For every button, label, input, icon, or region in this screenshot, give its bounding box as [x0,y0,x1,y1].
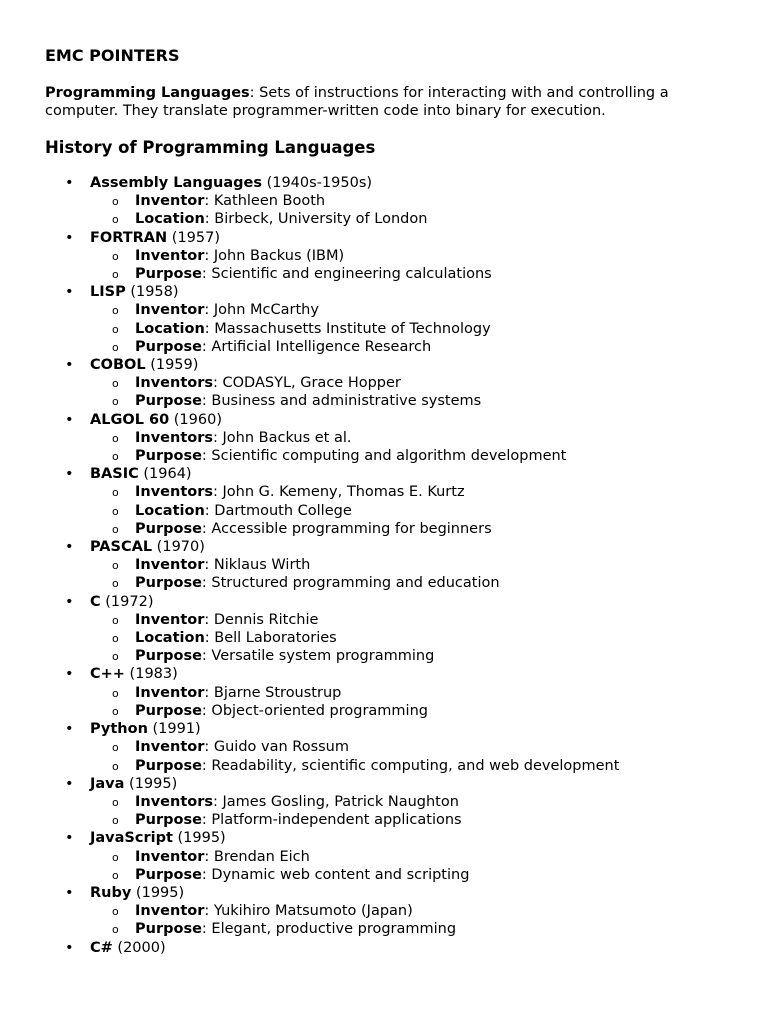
sub-bullet-icon: o [112,486,119,500]
detail-value: : John Backus (IBM) [204,247,345,264]
detail-key: Location [135,320,205,337]
detail-list [90,738,735,774]
sub-bullet-icon: o [112,577,119,591]
detail-item [90,502,735,520]
language-year: (1964) [138,466,192,483]
detail-item [90,210,735,228]
detail-list [90,793,735,829]
language-year: (1983) [124,666,178,683]
detail-value: : CODASYL, Grace Hopper [213,375,401,392]
detail-value: : Scientific computing and algorithm development [201,448,567,465]
detail-value: : Brendan Eich [204,848,310,865]
list-item [45,829,735,884]
detail-key: Location [135,502,205,519]
language-name: BASIC [90,466,139,483]
detail-item [90,574,735,592]
list-item [45,411,735,466]
language-name: LISP [90,284,126,301]
detail-item [90,320,735,338]
list-item [45,720,735,775]
detail-list [90,611,735,666]
document-body [45,46,735,957]
language-name: PASCAL [90,539,153,556]
language-entry [90,465,735,483]
detail-key: Purpose [135,338,202,355]
detail-key: Inventor [135,247,205,264]
detail-value: : Yukihiro Matsumoto (Japan) [204,903,413,920]
detail-key: Purpose [135,921,202,938]
language-entry [90,829,735,847]
bullet-icon: • [65,539,74,556]
bullet-icon: • [65,721,74,738]
detail-item [90,866,735,884]
section-heading: History of Programming Languages [45,138,376,157]
language-year: (1940s-1950s) [261,175,373,191]
sub-bullet-icon: o [112,905,119,919]
sub-bullet-icon: o [112,923,119,937]
detail-item [90,629,735,647]
sub-bullet-icon: o [112,450,119,464]
detail-key: Purpose [135,520,202,537]
language-entry [90,229,735,247]
detail-list [90,848,735,884]
language-entry [90,593,735,611]
detail-value: : Birbeck, University of London [204,211,428,228]
detail-value: : Platform-independent applications [201,812,462,829]
detail-item [90,848,735,866]
sub-bullet-icon: o [112,632,119,646]
sub-bullet-icon: o [112,795,119,809]
language-entry [90,775,735,793]
list-item [45,939,735,957]
list-item [45,884,735,939]
detail-value: : Readability, scientific computing, and web development [201,757,620,774]
detail-key: Inventor [135,193,205,210]
detail-list [90,556,735,592]
language-entry [90,720,735,738]
sub-bullet-icon: o [112,431,119,445]
detail-key: Purpose [135,866,202,883]
detail-item [90,793,735,811]
detail-key: Inventor [135,684,205,701]
detail-list [90,374,735,410]
language-year: (2000) [112,939,166,956]
language-entry [90,411,735,429]
language-name: Python [90,721,148,738]
detail-key: Purpose [135,266,202,283]
language-name: C# [90,939,113,956]
sub-bullet-icon: o [112,759,119,773]
detail-item [90,429,735,447]
sub-bullet-icon: o [112,522,119,536]
bullet-icon: • [65,229,74,246]
detail-item [90,374,735,392]
bullet-icon: • [65,593,74,610]
sub-bullet-icon: o [112,195,119,209]
detail-value: : Bjarne Stroustrup [204,684,342,701]
language-year: (1995) [172,830,226,847]
detail-item [90,301,735,319]
language-entry [90,884,735,902]
language-year: (1995) [124,775,178,792]
detail-key: Inventor [135,302,205,319]
detail-value: : Niklaus Wirth [204,557,311,574]
bullet-icon: • [65,775,74,792]
detail-value: : Guido van Rossum [204,739,349,756]
detail-value: : Versatile system programming [201,648,435,665]
language-list [45,174,735,957]
detail-item [90,738,735,756]
detail-item [90,902,735,920]
detail-key: Purpose [135,575,202,592]
detail-value: : Business and administrative systems [201,393,482,410]
detail-item [90,338,735,356]
detail-item [90,647,735,665]
detail-key: Inventors [135,484,214,501]
language-name: C [90,593,101,610]
detail-value: : Massachusetts Institute of Technology [204,320,491,337]
detail-key: Inventor [135,903,205,920]
language-year: (1959) [145,357,199,374]
list-item [45,229,735,284]
language-name: ALGOL 60 [90,411,170,428]
sub-bullet-icon: o [112,304,119,318]
detail-list [90,483,735,538]
detail-value: : Accessible programming for beginners [201,520,492,537]
language-year: (1957) [167,229,220,246]
detail-item [90,556,735,574]
detail-list [90,684,735,720]
list-item [45,465,735,538]
bullet-icon: • [65,175,74,191]
detail-item [90,757,735,775]
language-year: (1995) [131,884,185,901]
detail-value: : Dartmouth College [204,502,352,519]
detail-key: Inventor [135,611,205,628]
detail-item [90,447,735,465]
list-item [45,775,735,830]
detail-list [90,902,735,938]
language-name: Assembly Languages [90,175,262,191]
sub-bullet-icon: o [112,559,119,573]
intro-term: Programming Languages [45,85,250,101]
detail-item [90,920,735,938]
sub-bullet-icon: o [112,704,119,718]
language-entry [90,665,735,683]
detail-value: : Structured programming and education [201,575,500,592]
detail-item [90,811,735,829]
list-item [45,356,735,411]
detail-value: : James Gosling, Patrick Naughton [213,793,459,810]
intro-paragraph [45,84,735,120]
sub-bullet-icon: o [112,504,119,518]
detail-value: : Elegant, productive programming [201,921,457,938]
detail-key: Purpose [135,702,202,719]
detail-key: Inventors [135,429,214,446]
detail-key: Inventor [135,557,205,574]
language-name: Ruby [90,884,132,901]
sub-bullet-icon: o [112,686,119,700]
detail-item [90,483,735,501]
detail-value: : John G. Kemeny, Thomas E. Kurtz [213,484,465,501]
detail-list [90,247,735,283]
language-entry [90,356,735,374]
list-item [45,283,735,356]
detail-key: Purpose [135,648,202,665]
language-year: (1970) [152,539,205,556]
list-item [45,665,735,720]
detail-value: : Scientific and engineering calculations [201,266,492,283]
detail-item [90,611,735,629]
detail-value: : Object-oriented programming [201,702,428,719]
detail-item [90,520,735,538]
detail-key: Inventors [135,375,214,392]
detail-item [90,265,735,283]
language-year: (1991) [147,721,201,738]
detail-key: Purpose [135,448,202,465]
bullet-icon: • [65,884,74,901]
sub-bullet-icon: o [112,249,119,263]
language-entry [90,538,735,556]
detail-value: : Artificial Intelligence Research [201,338,432,355]
language-name: FORTRAN [90,229,168,246]
language-name: Java [90,775,125,792]
sub-bullet-icon: o [112,395,119,409]
detail-key: Purpose [135,812,202,829]
sub-bullet-icon: o [112,340,119,354]
detail-key: Purpose [135,393,202,410]
sub-bullet-icon: o [112,814,119,828]
detail-key: Location [135,211,205,228]
detail-value: : John McCarthy [204,302,319,319]
detail-item [90,392,735,410]
detail-item [90,192,735,210]
detail-value: : Kathleen Booth [204,193,326,210]
sub-bullet-icon: o [112,322,119,336]
sub-bullet-icon: o [112,741,119,755]
sub-bullet-icon: o [112,850,119,864]
detail-key: Location [135,630,205,647]
bullet-icon: • [65,666,74,683]
sub-bullet-icon: o [112,613,119,627]
list-item [45,593,735,666]
detail-key: Inventor [135,848,205,865]
sub-bullet-icon: o [112,650,119,664]
bullet-icon: • [65,830,74,847]
bullet-icon: • [65,939,74,956]
detail-list [90,192,735,228]
language-year: (1960) [169,411,222,428]
document-title: EMC POINTERS [45,46,180,65]
detail-item [90,702,735,720]
language-year: (1958) [125,284,179,301]
detail-list [90,429,735,465]
detail-value: : Bell Laboratories [204,630,337,647]
detail-key: Inventor [135,739,205,756]
sub-bullet-icon: o [112,377,119,391]
detail-value: : Dennis Ritchie [204,611,319,628]
bullet-icon: • [65,411,74,428]
detail-key: Inventors [135,793,214,810]
language-name: JavaScript [90,830,173,847]
bullet-icon: • [65,284,74,301]
detail-item [90,684,735,702]
language-name: C++ [90,666,125,683]
bullet-icon: • [65,466,74,483]
language-entry [90,283,735,301]
detail-key: Purpose [135,757,202,774]
detail-value: : John Backus et al. [213,429,352,446]
list-item [45,538,735,593]
sub-bullet-icon: o [112,213,119,227]
list-item [45,174,735,229]
detail-value: : Dynamic web content and scripting [201,866,470,883]
sub-bullet-icon: o [112,268,119,282]
detail-list [90,301,735,356]
intro-definition: : Sets of instructions for interacting with and controlling a computer. They translate programmer-written code into binary for execution. [45,85,669,119]
language-year: (1972) [100,593,154,610]
detail-item [90,247,735,265]
sub-bullet-icon: o [112,868,119,882]
language-entry [90,939,735,957]
language-name: COBOL [90,357,146,374]
language-entry [90,174,735,192]
bullet-icon: • [65,357,74,374]
